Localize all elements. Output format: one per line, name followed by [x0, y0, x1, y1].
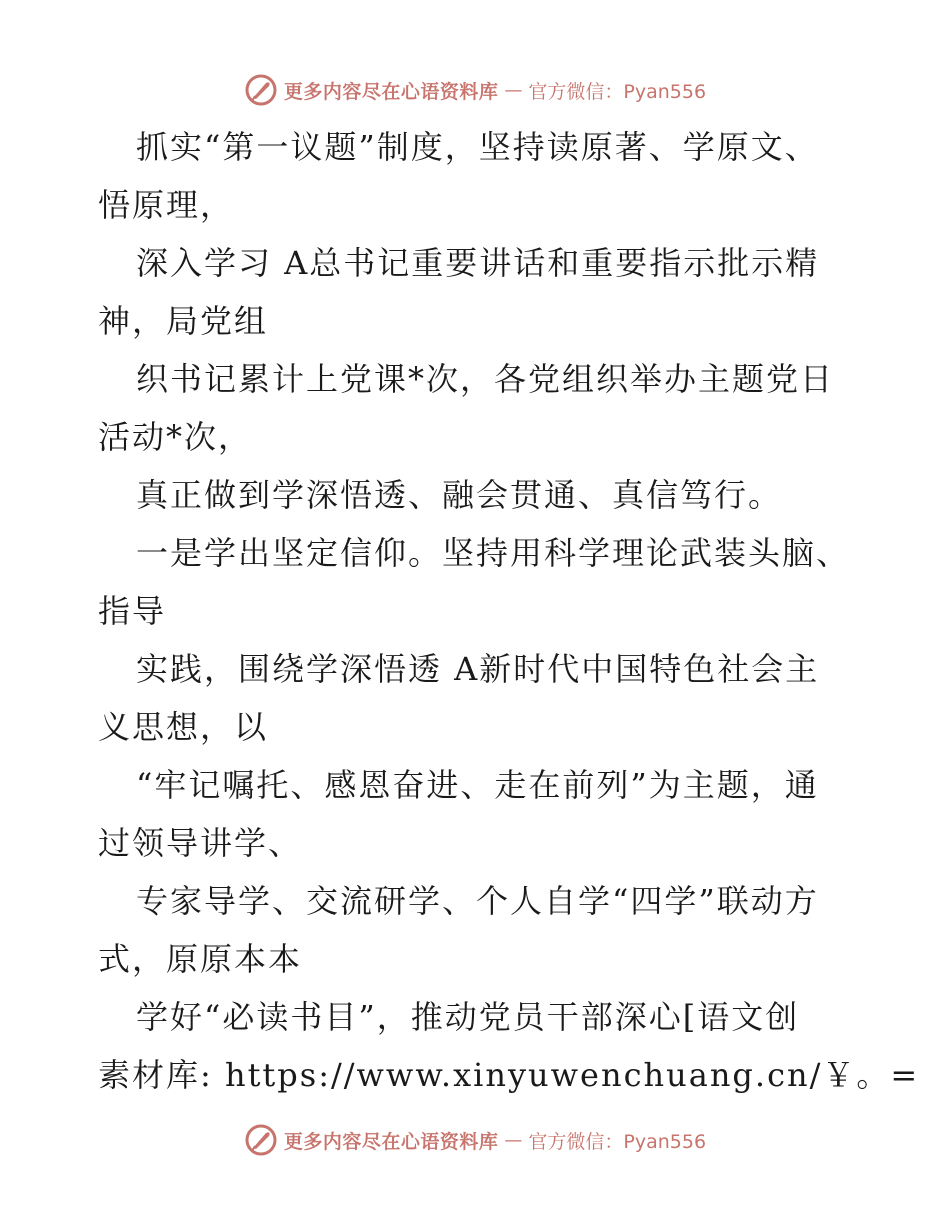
- body-line: 一是学出坚定信仰。坚持用科学理论武装头脑、: [136, 534, 851, 572]
- body-line: 式，原原本本: [98, 940, 303, 978]
- watermark-separator: —: [504, 79, 523, 101]
- body-line: 学好“必读书目”，推动党员干部深心[语文创: [136, 998, 800, 1036]
- body-line: 实践，围绕学深悟透 A新时代中国特色社会主: [136, 650, 820, 688]
- body-line: 指导: [98, 592, 167, 630]
- body-line: 神，局党组: [98, 302, 269, 340]
- header-watermark: [0, 70, 950, 110]
- body-line: 专家导学、交流研学、个人自学“四学”联动方: [136, 882, 819, 920]
- body-line: 悟原理，: [98, 186, 235, 224]
- body-line: 过领导讲学、: [98, 824, 303, 862]
- body-line: 素材库: https://www.xinyuwenchuang.cn/￥。=: [98, 1056, 920, 1094]
- body-line: 真正做到学深悟透、融会贯通、真信笃行。: [136, 476, 783, 514]
- watermark-contact: 官方微信：Pyan556: [528, 1130, 707, 1153]
- body-line: “牢记嘱托、感恩奋进、走在前列”为主题，通: [136, 766, 819, 804]
- watermark-separator: —: [504, 1129, 523, 1151]
- body-line: 抓实“第一议题”制度，坚持读原著、学原文、: [136, 128, 819, 166]
- document-body: [98, 118, 920, 1104]
- watermark-text: 更多内容尽在心语资料库: [283, 80, 499, 103]
- footer-watermark: [0, 1120, 950, 1160]
- body-line: 活动*次，: [98, 418, 253, 456]
- watermark-text: 更多内容尽在心语资料库: [283, 1130, 499, 1153]
- feather-pen-logo-icon: [244, 1123, 278, 1157]
- body-line: 义思想，以: [98, 708, 269, 746]
- body-line: 织书记累计上党课*次，各党组织举办主题党日: [136, 360, 835, 398]
- watermark-contact: 官方微信：Pyan556: [528, 80, 707, 103]
- body-line: 深入学习 A总书记重要讲话和重要指示批示精: [136, 244, 820, 282]
- feather-pen-logo-icon: [244, 73, 278, 107]
